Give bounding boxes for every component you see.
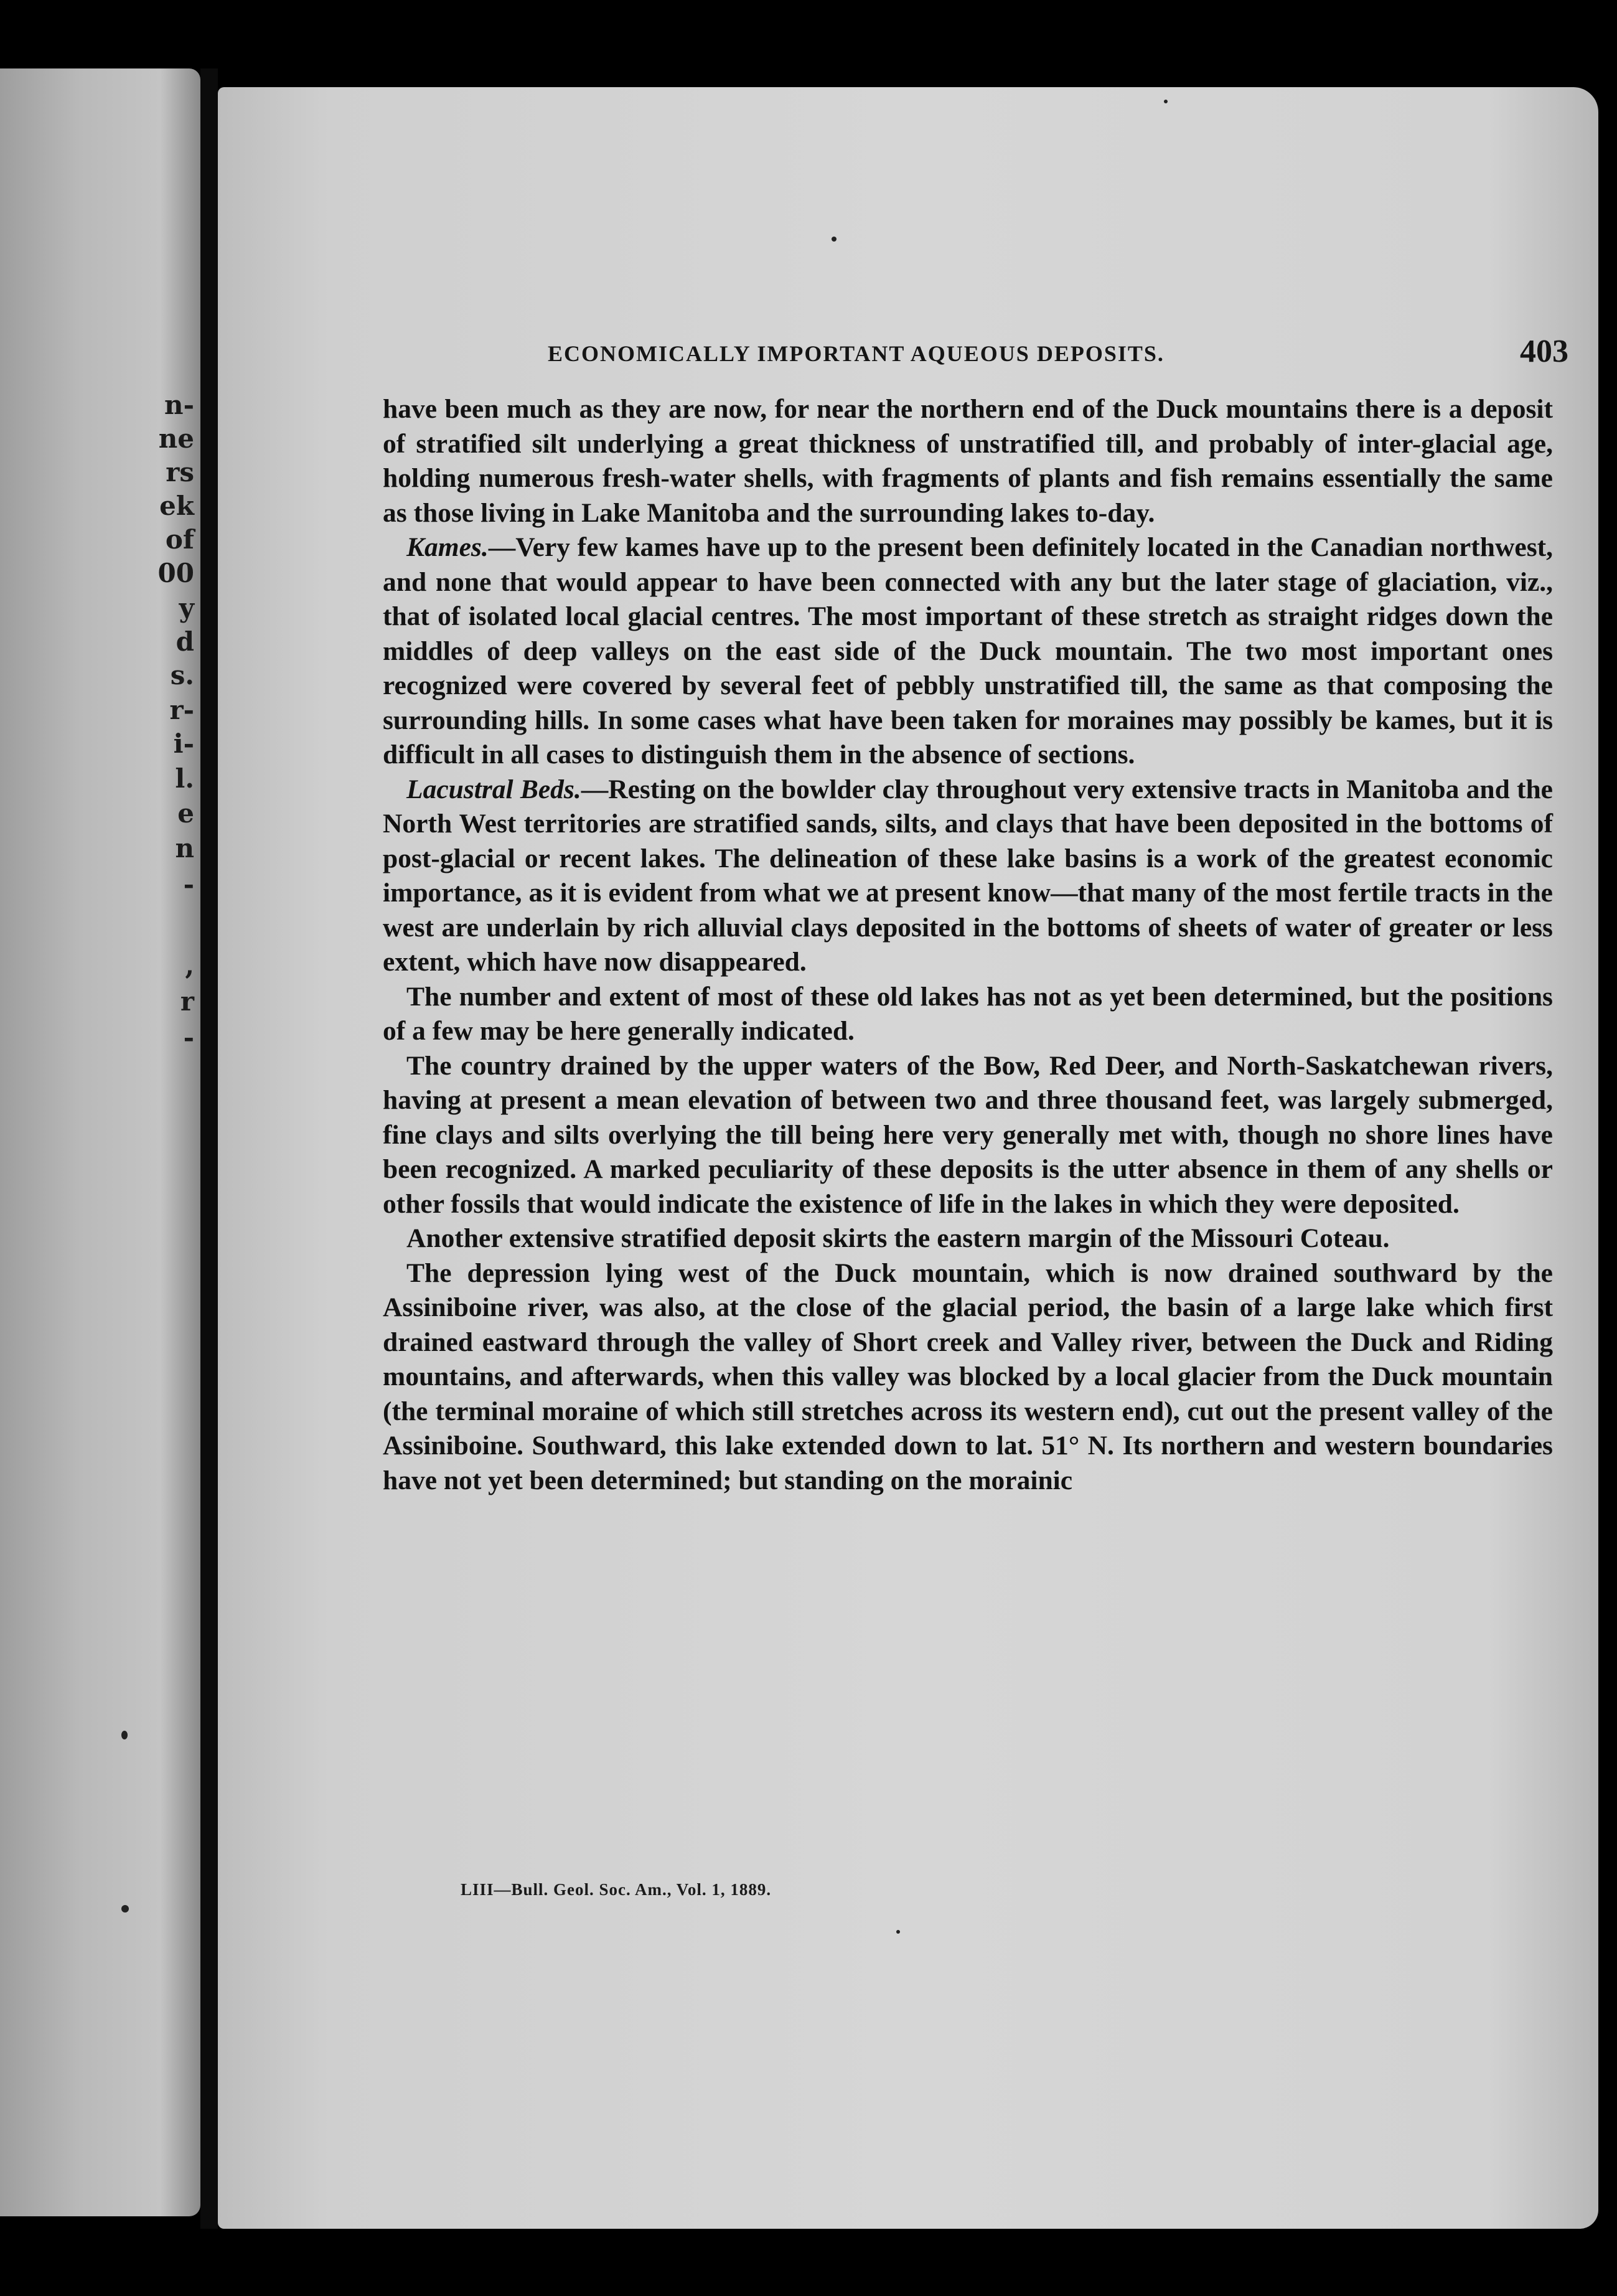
left-fragment: ek — [159, 491, 194, 521]
left-fragment: n — [175, 833, 194, 863]
binding-gutter — [200, 68, 218, 2229]
paragraph — [383, 1221, 1553, 1256]
left-fragment: - — [183, 869, 194, 900]
left-fragment: n- — [164, 390, 194, 420]
left-fragment: , — [185, 950, 194, 981]
left-fragment: r- — [169, 695, 194, 725]
left-fragment: i- — [173, 728, 194, 759]
paragraph — [383, 1049, 1553, 1222]
paragraph-heading: Kames. — [406, 532, 489, 562]
footnote-signature: LIII—Bull. Geol. Soc. Am., Vol. 1, 1889. — [461, 1880, 772, 1899]
paragraph-text: The number and extent of most of these old lakes has not as yet been determined, but the positions of a few may be here generally indicated. — [383, 981, 1553, 1046]
paragraph-text: —Resting on the bowlder clay throughout very extensive tracts in Manitoba and the North West territories are stratified sands, silts, and clays that have been deposited in the bottoms of post-glacial or recent lakes. The delineation of these lake basins is a work of the greatest economic importance, as it is evident from what we at present know—that many of the most fertile tracts in the west are underlain by rich alluvial clays deposited in the bottoms of sheets of water of greater or less extent, which have now disappeared. — [383, 774, 1553, 977]
running-title: ECONOMICALLY IMPORTANT AQUEOUS DEPOSITS. — [548, 341, 1165, 366]
left-fragment: ne — [158, 423, 194, 454]
left-fragment: - — [183, 1022, 194, 1053]
paragraph — [383, 530, 1553, 773]
page-number: 403 — [1520, 334, 1568, 369]
paragraph-heading: Lacustral Beds. — [406, 774, 581, 804]
speck — [121, 1905, 129, 1913]
left-fragment: of — [165, 524, 194, 555]
speck — [1164, 100, 1168, 103]
body-text — [383, 392, 1553, 1498]
paragraph-text: —Very few kames have up to the present been definitely located in the Canadian northwest, and none that would appear to have been connected with any but the later stage of glaciation, viz., that of isolated local glacial centres. The most important of these stretch as straight ridges down the middles of deep valleys on the east side of the Duck mountain. The two most important ones recognized were covered by several feet of pebbly unstratified till, the same as that composing the surrounding hills. In some cases what have been taken for moraines may possibly be kames, but it is difficult in all cases to distinguish them in the absence of sections. — [383, 532, 1553, 769]
running-header — [548, 333, 1568, 370]
paragraph-text: The depression lying west of the Duck mountain, which is now drained southward by the Assiniboine river, was also, at the close of the glacial period, the basin of a large lake which first drained eastward through the valley of Short creek and Valley river, between the Duck and Riding mountains, and afterwards, when this valley was blocked by a local glacier from the Duck mountain (the terminal moraine of which still stretches across its western end), cut out the present valley of the Assiniboine. Southward, this lake extended down to lat. 51° N. Its northern and western boundaries have not yet been determined; but standing on the morainic — [383, 1258, 1553, 1495]
previous-page-fragment — [0, 68, 200, 2216]
left-fragment: y — [179, 593, 194, 623]
paragraph — [383, 980, 1553, 1049]
left-fragment: 00 — [157, 558, 194, 588]
paragraph — [383, 773, 1553, 980]
paragraph-text: have been much as they are now, for near the northern end of the Duck mountains there is a deposit of stratified silt underlying a great thickness of unstratified till, and probably of inter-glacial age, holding numerous fresh-water shells, with fragments of plants and fish remains essentially the same as those living in Lake Manitoba and the surrounding lakes to-day. — [383, 394, 1553, 528]
paragraph — [383, 1256, 1553, 1499]
paragraph-text: Another extensive stratified deposit skirts the eastern margin of the Missouri Coteau. — [406, 1223, 1390, 1253]
paragraph-text: The country drained by the upper waters of the Bow, Red Deer, and North-Saskatchewan rivers, having at present a mean elevation of between two and three thousand feet, was largely submerged, fine clays and silts overlying the till being here very generally met with, though no shore lines have been recognized. A marked peculiarity of these deposits is the utter absence in them of any shells or other fossils that would indicate the existence of life in the lakes in which they were deposited. — [383, 1050, 1553, 1219]
left-fragment: e — [177, 798, 194, 829]
left-fragment: l. — [175, 763, 194, 794]
speck — [121, 1731, 128, 1739]
left-fragment: s. — [170, 660, 194, 690]
speck — [896, 1930, 900, 1934]
speck — [832, 237, 837, 242]
left-fragment: r — [180, 986, 194, 1017]
paragraph — [383, 392, 1553, 530]
left-fragment: d — [176, 626, 194, 657]
left-fragment: rs — [166, 457, 194, 487]
